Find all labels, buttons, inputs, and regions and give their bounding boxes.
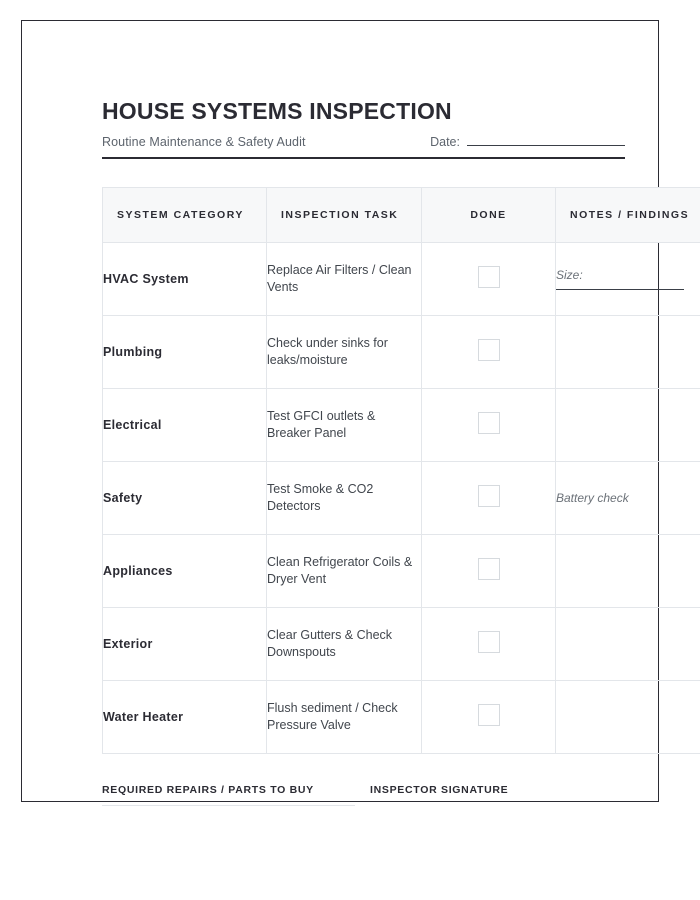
column-header-done-label: DONE <box>470 208 507 221</box>
cell-system-category: Water Heater <box>103 681 267 754</box>
cell-system-category: Safety <box>103 462 267 535</box>
table-row <box>103 389 700 462</box>
cell-inspection-task: Test GFCI outlets & Breaker Panel <box>267 389 422 462</box>
page-subtitle: Routine Maintenance & Safety Audit <box>102 135 306 150</box>
checkbox-icon[interactable] <box>478 485 500 507</box>
checkbox-icon[interactable] <box>478 339 500 361</box>
cell-inspection-task: Flush sediment / Check Pressure Valve <box>267 681 422 754</box>
table-row <box>103 462 700 535</box>
cell-notes[interactable] <box>556 316 700 389</box>
table-header-row <box>103 188 700 243</box>
required-repairs-block <box>102 784 370 806</box>
column-header-system-category-label: SYSTEM CATEGORY <box>117 208 244 221</box>
date-input-line[interactable] <box>467 133 625 146</box>
column-header-system-category <box>103 188 267 243</box>
inspector-signature-label: INSPECTOR SIGNATURE <box>370 784 509 797</box>
checkbox-icon[interactable] <box>478 266 500 288</box>
cell-system-category: Electrical <box>103 389 267 462</box>
table-row <box>103 316 700 389</box>
cell-system-category: Plumbing <box>103 316 267 389</box>
note-wrap <box>556 268 700 290</box>
cell-notes[interactable] <box>556 608 700 681</box>
checkbox-icon[interactable] <box>478 412 500 434</box>
table-body <box>103 243 700 754</box>
cell-system-category: Exterior <box>103 608 267 681</box>
date-field[interactable] <box>430 133 625 149</box>
table-head <box>103 188 700 243</box>
table-row <box>103 535 700 608</box>
checkbox-icon[interactable] <box>478 704 500 726</box>
cell-inspection-task: Clear Gutters & Check Downspouts <box>267 608 422 681</box>
cell-done[interactable] <box>422 243 556 316</box>
cell-done[interactable] <box>422 681 556 754</box>
date-label: Date: <box>430 135 460 150</box>
cell-notes[interactable] <box>556 389 700 462</box>
note-text: Battery check <box>556 491 629 506</box>
header-divider <box>102 157 625 159</box>
document-header <box>102 99 625 159</box>
document-body <box>102 98 690 806</box>
column-header-notes-label: NOTES / FINDINGS <box>570 208 690 221</box>
cell-done[interactable] <box>422 316 556 389</box>
cell-notes[interactable] <box>556 462 700 535</box>
document-page <box>21 20 690 802</box>
cell-system-category: HVAC System <box>103 243 267 316</box>
column-header-notes <box>556 188 700 243</box>
page-title: HOUSE SYSTEMS INSPECTION <box>102 98 452 124</box>
column-header-inspection-task-label: INSPECTION TASK <box>281 208 399 221</box>
cell-inspection-task: Test Smoke & CO2 Detectors <box>267 462 422 535</box>
cell-done[interactable] <box>422 462 556 535</box>
checkbox-icon[interactable] <box>478 631 500 653</box>
inspection-table <box>102 187 700 754</box>
cell-inspection-task: Clean Refrigerator Coils & Dryer Vent <box>267 535 422 608</box>
inspector-signature-block <box>370 784 625 806</box>
cell-done[interactable] <box>422 535 556 608</box>
table-row <box>103 243 700 316</box>
checkbox-icon[interactable] <box>478 558 500 580</box>
cell-inspection-task: Check under sinks for leaks/moisture <box>267 316 422 389</box>
column-header-done <box>422 188 556 243</box>
note-text: Size: <box>556 268 583 283</box>
cell-notes[interactable] <box>556 535 700 608</box>
document-footer <box>102 784 625 806</box>
required-repairs-label: REQUIRED REPAIRS / PARTS TO BUY <box>102 784 314 797</box>
cell-done[interactable] <box>422 389 556 462</box>
column-header-inspection-task <box>267 188 422 243</box>
cell-notes[interactable] <box>556 243 700 316</box>
cell-system-category: Appliances <box>103 535 267 608</box>
cell-inspection-task: Replace Air Filters / Clean Vents <box>267 243 422 316</box>
note-wrap <box>556 491 700 505</box>
required-repairs-input-line[interactable] <box>102 805 355 806</box>
cell-done[interactable] <box>422 608 556 681</box>
subtitle-row <box>102 133 625 149</box>
table-row <box>103 681 700 754</box>
cell-notes[interactable] <box>556 681 700 754</box>
table-row <box>103 608 700 681</box>
note-input-line[interactable] <box>556 289 684 290</box>
